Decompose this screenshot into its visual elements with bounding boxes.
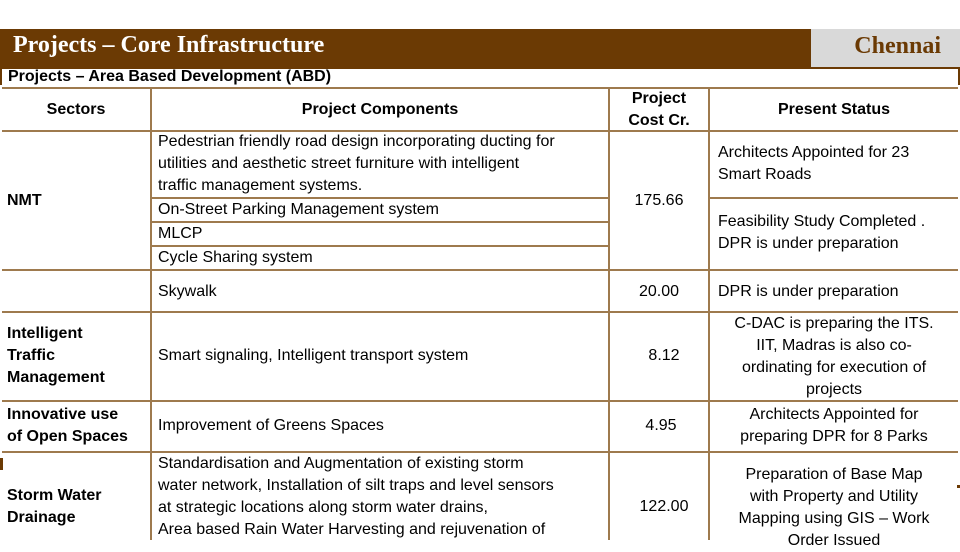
status-line: preparing DPR for 8 Parks <box>740 428 928 445</box>
column-header-components: Project Components <box>301 101 459 118</box>
status-line: Order Issued <box>787 532 881 549</box>
status-split-line <box>710 197 958 199</box>
component-line: On-Street Parking Management system <box>158 201 440 218</box>
edge-mark-left <box>0 458 3 470</box>
status-line: Preparation of Base Map <box>745 466 923 483</box>
status-line: C-DAC is preparing the ITS. <box>734 315 934 332</box>
status-storm-water <box>710 464 958 552</box>
cost-open-spaces: 4.95 <box>645 417 677 434</box>
status-line: Mapping using GIS – Work <box>738 510 930 527</box>
sector-open-spaces <box>7 404 128 448</box>
status-line: Smart Roads <box>718 166 812 183</box>
cost-nmt: 175.66 <box>634 192 684 209</box>
sector-its <box>7 323 105 389</box>
status-line: IIT, Madras is also co- <box>756 337 912 354</box>
cost-storm-water: 122.00 <box>639 498 689 515</box>
sector-line: Intelligent <box>7 325 83 342</box>
status-open-spaces <box>710 404 958 448</box>
status-nmt-b <box>718 211 958 255</box>
frame-left-line <box>0 67 2 85</box>
status-line: with Property and Utility <box>749 488 919 505</box>
row-nmt-bottom <box>2 269 958 271</box>
cost-its: 8.12 <box>648 347 680 364</box>
sector-line: Management <box>7 369 105 386</box>
component-line: MLCP <box>158 225 203 242</box>
component-line: Standardisation and Augmentation of existing storm <box>158 455 524 472</box>
component-line: Cycle Sharing system <box>158 249 313 266</box>
component-open-spaces: Improvement of Greens Spaces <box>158 417 384 434</box>
header-underline <box>2 87 958 89</box>
nmt-components <box>158 131 608 269</box>
sector-line: Drainage <box>7 509 76 526</box>
sector-line: Traffic <box>7 347 56 364</box>
cost-header-line-2: Cost Cr. <box>628 112 690 129</box>
sector-line: Innovative use <box>7 406 119 423</box>
page-title: Projects – Core Infrastructure <box>13 32 325 58</box>
component-storm-water <box>158 453 610 541</box>
status-line: DPR is under preparation <box>718 235 899 252</box>
status-skywalk: DPR is under preparation <box>718 283 899 300</box>
sector-nmt: NMT <box>7 192 42 209</box>
cost-header-line-1: Project <box>631 90 687 107</box>
sector-storm-water <box>7 485 102 529</box>
component-line: Pedestrian friendly road design incorporating ducting for <box>158 133 555 150</box>
column-header-status: Present Status <box>777 101 891 118</box>
component-line: utilities and aesthetic street furniture with intelligent <box>158 155 520 172</box>
component-line: Area based Rain Water Harvesting and rejuvenation of <box>158 521 546 538</box>
cost-skywalk: 20.00 <box>638 283 680 300</box>
component-line: at strategic locations along storm water drains, <box>158 499 488 516</box>
component-skywalk: Skywalk <box>158 283 217 300</box>
status-line: Architects Appointed for <box>749 406 919 423</box>
column-header-sectors: Sectors <box>46 101 106 118</box>
status-its <box>710 313 958 401</box>
status-line: Architects Appointed for 23 <box>718 144 910 161</box>
status-line: projects <box>805 381 863 398</box>
table-subheader: Projects – Area Based Development (ABD) <box>8 68 332 85</box>
sector-line: Storm Water <box>7 487 102 504</box>
column-header-cost <box>610 88 708 132</box>
status-line: ordinating for execution of <box>741 359 927 376</box>
component-its: Smart signaling, Intelligent transport system <box>158 347 469 364</box>
city-label: Chennai <box>854 33 941 59</box>
status-line: Feasibility Study Completed . <box>718 213 926 230</box>
col-divider-1 <box>150 87 152 540</box>
status-nmt-a <box>718 142 958 186</box>
component-line: traffic management systems. <box>158 177 363 194</box>
sector-line: of Open Spaces <box>7 428 128 445</box>
component-line: water network, Installation of silt traps and level sensors <box>158 477 554 494</box>
